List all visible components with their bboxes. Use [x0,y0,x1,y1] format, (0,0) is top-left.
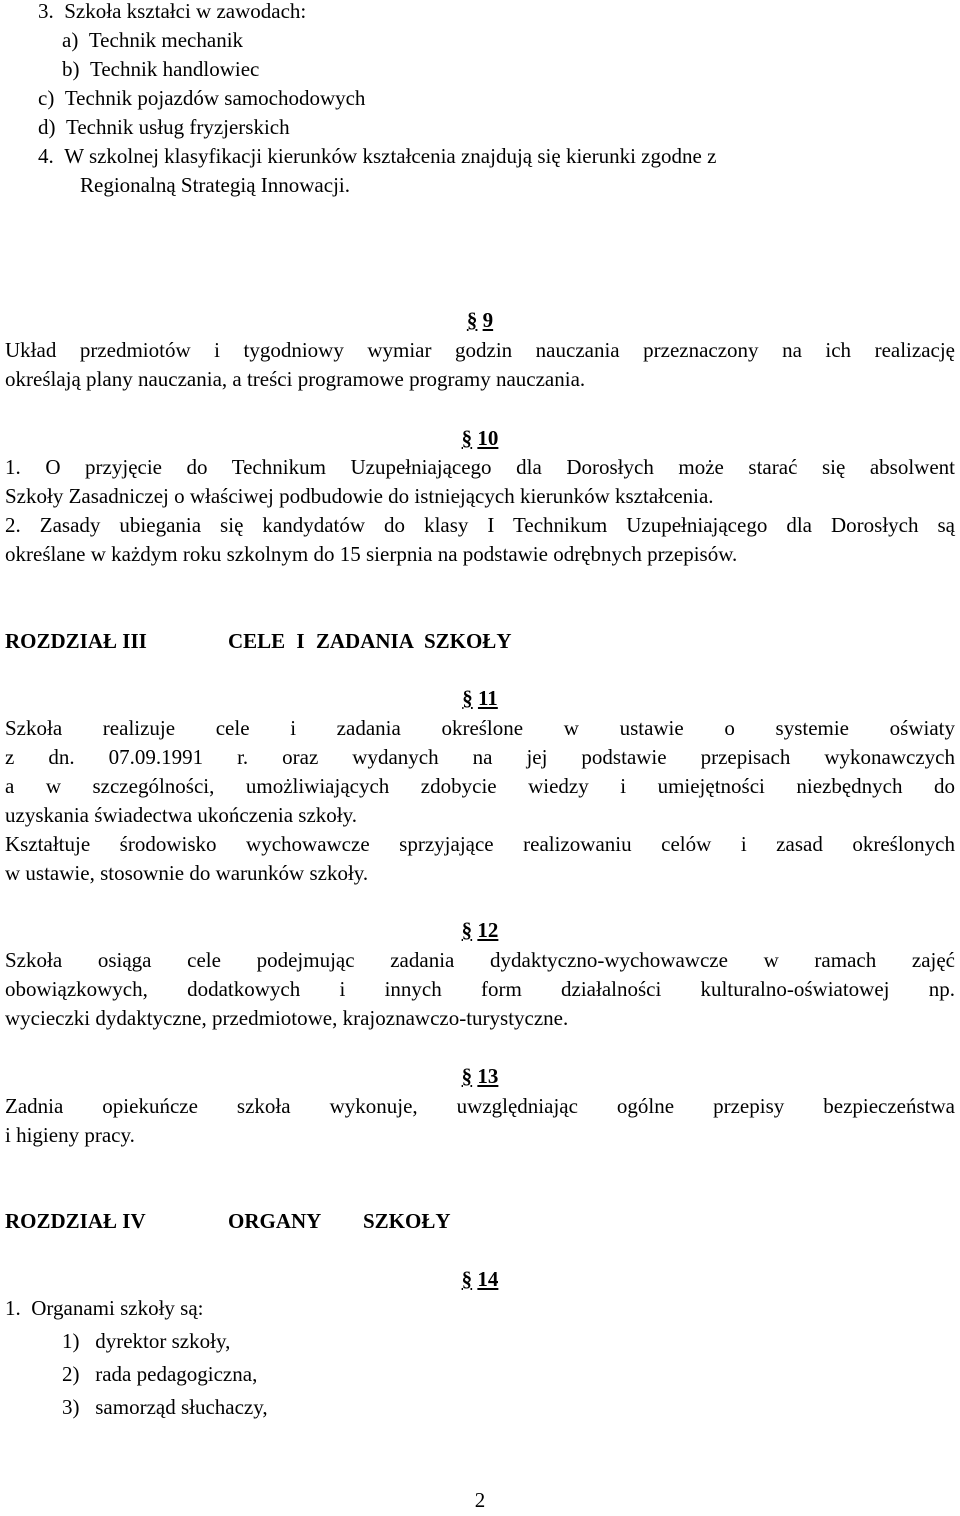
organ-list-item: 2) rada pedagogiczna, [62,1362,258,1386]
section-13-heading [0,1062,960,1092]
section-11-line2: z dn. 07.09.1991 r. oraz wydanych na jej podstawie przepisach wykonawczych [5,745,955,769]
chapter-3-label: ROZDZIAŁ III [5,629,147,653]
list-subitem-c: c) Technik pojazdów samochodowych [38,86,366,110]
section-10-para2-line1: 2. Zasady ubiegania się kandydatów do klasy I Technikum Uzupełniającego dla Dorosłych są [5,513,955,537]
section-9-text-line2: określają plany nauczania, a treści programowe programy nauczania. [5,367,586,391]
chapter-4-title-word2: SZKOŁY [363,1209,451,1233]
section-11-line4: uzyskania świadectwa ukończenia szkoły. [5,803,358,827]
section-number: 11 [477,686,498,710]
section-9-heading [0,306,960,336]
chapter-3-title: CELE I ZADANIA SZKOŁY [228,629,512,653]
section-12-line3: wycieczki dydaktyczne, przedmiotowe, krajoznawczo-turystyczne. [5,1006,569,1030]
section-number: 10 [477,426,499,450]
list-subitem-d: d) Technik usług fryzjerskich [38,115,290,139]
section-number: 13 [477,1064,499,1088]
list-subitem-a: a) Technik mechanik [62,28,244,52]
chapter-4-label: ROZDZIAŁ IV [5,1209,146,1233]
section-12-line1: Szkoła osiąga cele podejmując zadania dydaktyczno-wychowawcze w ramach zajęć [5,948,955,972]
section-sign: § [461,426,473,450]
section-10-heading [0,424,960,454]
section-sign: § [466,308,478,332]
list-item-4-line1: 4. W szkolnej klasyfikacji kierunków kształcenia znajdują się kierunki zgodne z [38,144,717,168]
section-sign: § [461,1267,473,1291]
organ-list-item: 3) samorząd słuchaczy, [62,1395,268,1419]
section-11-line5: Kształtuje środowisko wychowawcze sprzyjające realizowaniu celów i zasad określonych [5,832,955,856]
section-12-line2: obowiązkowych, dodatkowych i innych form działalności kulturalno-oświatowej np. [5,977,955,1001]
section-12-heading [0,916,960,946]
section-10-para1-line1: 1. O przyjęcie do Technikum Uzupełniającego dla Dorosłych może starać się absolwent [5,455,955,479]
organ-list-item: 1) dyrektor szkoły, [62,1329,231,1353]
section-9-text-line1: Układ przedmiotów i tygodniowy wymiar godzin nauczania przeznaczony na ich realizację [5,338,955,362]
section-sign: § [461,1064,473,1088]
section-number: 14 [477,1267,499,1291]
list-subitem-b: b) Technik handlowiec [62,57,260,81]
section-11-line3: a w szczególności, umożliwiających zdobycie wiedzy i umiejętności niezbędnych do [5,774,955,798]
list-item-3: 3. Szkoła kształci w zawodach: [38,0,307,23]
section-14-heading [0,1265,960,1295]
section-10-para2-line2: określane w każdym roku szkolnym do 15 sierpnia na podstawie odrębnych przepisów. [5,542,738,566]
section-11-heading [0,684,960,714]
section-14-intro: 1. Organami szkoły są: [5,1296,204,1320]
section-13-line1: Zadnia opiekuńcze szkoła wykonuje, uwzględniając ogólne przepisy bezpieczeństwa [5,1094,955,1118]
section-sign: § [461,918,473,942]
section-11-line6: w ustawie, stosownie do warunków szkoły. [5,861,369,885]
list-item-4-line2: Regionalną Strategią Innowacji. [80,173,350,197]
section-10-para1-line2: Szkoły Zasadniczej o właściwej podbudowie do istniejących kierunków kształcenia. [5,484,714,508]
section-number: 9 [482,308,494,332]
section-11-line1: Szkoła realizuje cele i zadania określone w ustawie o systemie oświaty [5,716,955,740]
chapter-4-title-word1: ORGANY [228,1209,322,1233]
section-sign: § [462,686,473,710]
section-number: 12 [477,918,499,942]
section-13-line2: i higieny pracy. [5,1123,135,1147]
page-number: 2 [474,1488,486,1512]
